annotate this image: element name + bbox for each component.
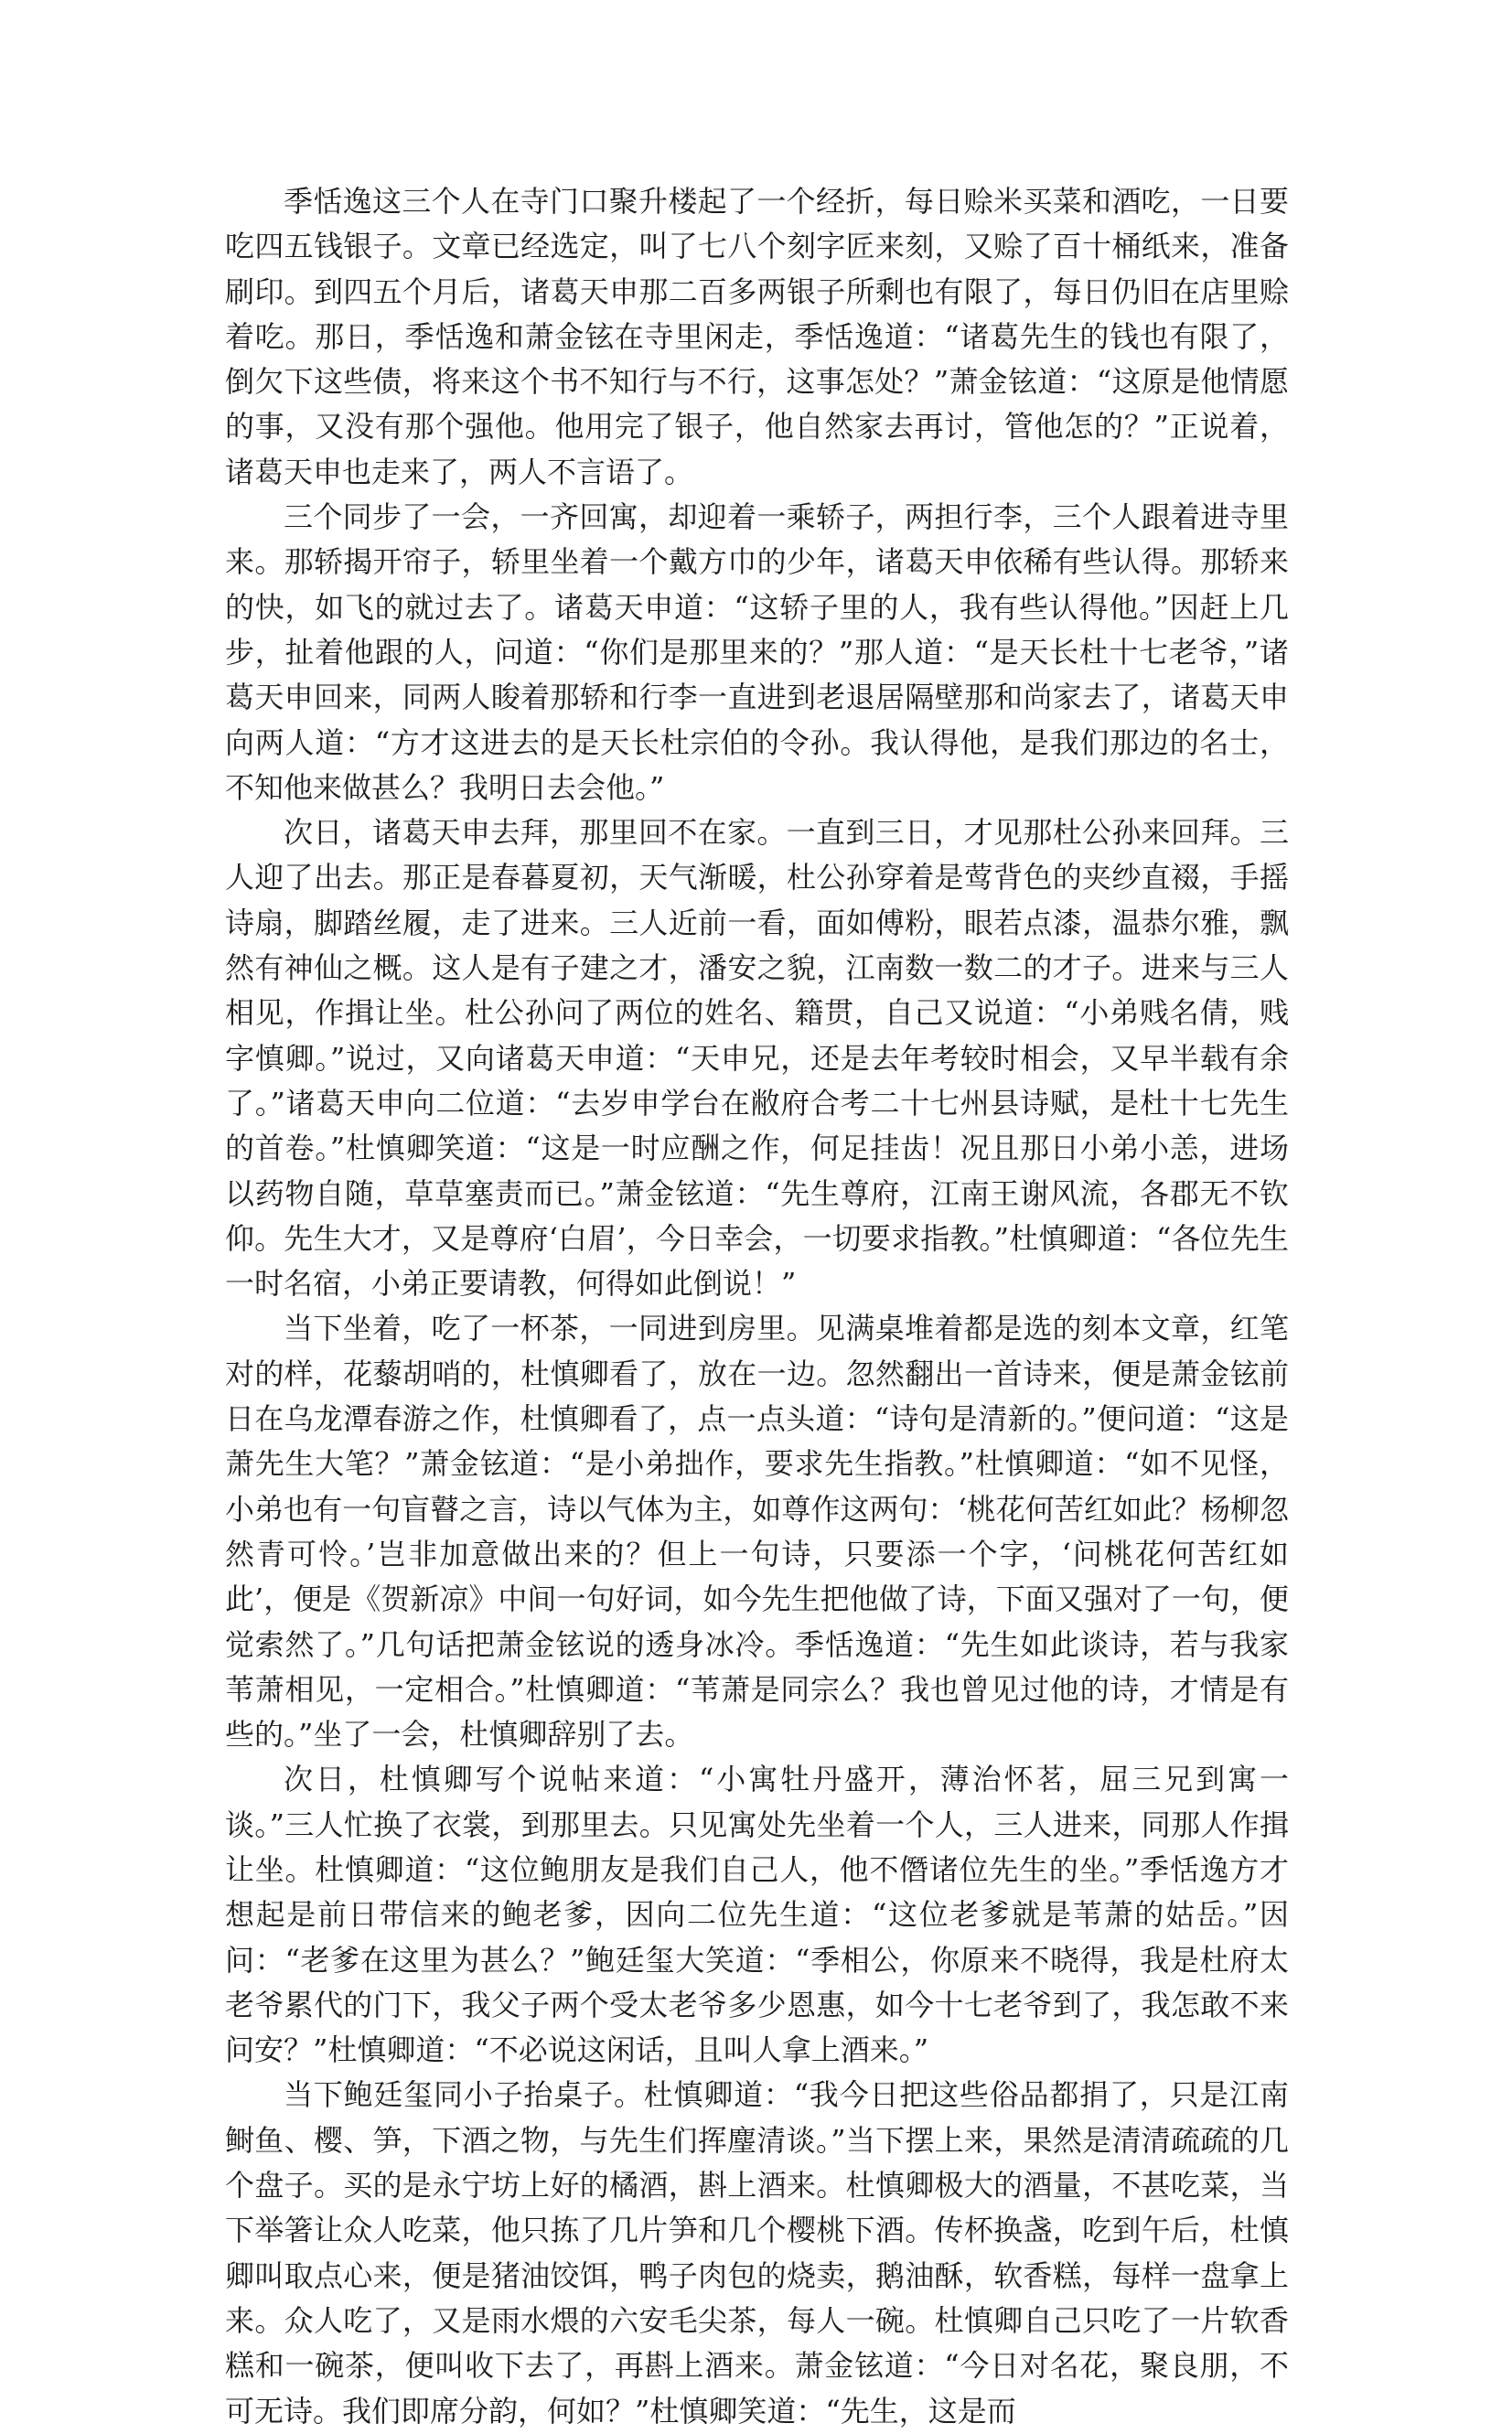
document-page — [225, 179, 1289, 2434]
paragraph: 当下坐着，吃了一杯茶，一同进到房里。见满桌堆着都是选的刻本文章，红笔对的样，花藜胡哨的，杜慎卿看了，放在一边。忽然翻出一首诗来，便是萧金铉前日在乌龙潭春游之作，杜慎卿看了，点一点头道：“诗句是清新的。”便问道：“这是萧先生大笔？”萧金铉道：“是小弟拙作，要求先生指教。”杜慎卿道：“如不见怪，小弟也有一句盲瞽之言，诗以气体为主，如尊作这两句：‘桃花何苦红如此？杨柳忽然青可怜。’岂非加意做出来的？但上一句诗，只要添一个字，‘问桃花何苦红如此’，便是《贺新凉》中间一句好词，如今先生把他做了诗，下面又强对了一句，便觉索然了。”几句话把萧金铉说的透身冰冷。季恬逸道：“先生如此谈诗，若与我家苇萧相见，一定相合。”杜慎卿道：“苇萧是同宗么？我也曾见过他的诗，才情是有些的。”坐了一会，杜慎卿辞别了去。 — [225, 1311, 1289, 1753]
paragraph: 三个同步了一会，一齐回寓，却迎着一乘轿子，两担行李，三个人跟着进寺里来。那轿揭开帘子，轿里坐着一个戴方巾的少年，诸葛天申依稀有些认得。那轿来的快，如飞的就过去了。诸葛天申道：“这轿子里的人，我有些认得他。”因赶上几步，扯着他跟的人，问道：“你们是那里来的？”那人道：“是天长杜十七老爷，”诸葛天申回来，同两人睃着那轿和行李一直进到老退居隔壁那和尚家去了，诸葛天申向两人道：“方才这进去的是天长杜宗伯的令孙。我认得他，是我们那边的名士，不知他来做甚么？我明日去会他。” — [225, 499, 1289, 805]
paragraph: 季恬逸这三个人在寺门口聚升楼起了一个经折，每日赊米买菜和酒吃，一日要吃四五钱银子。文章已经选定，叫了七八个刻字匠来刻，又赊了百十桶纸来，准备刷印。到四五个月后，诸葛天申那二百多两银子所剩也有限了，每日仍旧在店里赊着吃。那日，季恬逸和萧金铉在寺里闲走，季恬逸道：“诸葛先生的钱也有限了，倒欠下这些债，将来这个书不知行与不行，这事怎处？”萧金铉道：“这原是他情愿的事，又没有那个强他。他用完了银子，他自然家去再讨，管他怎的？”正说着，诸葛天申也走来了，两人不言语了。 — [225, 184, 1289, 489]
paragraph: 次日，杜慎卿写个说帖来道：“小寓牡丹盛开，薄治怀茗，屈三兄到寓一谈。”三人忙换了衣裳，到那里去。只见寓处先坐着一个人，三人进来，同那人作揖让坐。杜慎卿道：“这位鲍朋友是我们自己人，他不僭诸位先生的坐。”季恬逸方才想起是前日带信来的鲍老爹，因向二位先生道：“这位老爹就是苇萧的姑岳。”因问：“老爹在这里为甚么？”鲍廷玺大笑道：“季相公，你原来不晓得，我是杜府太老爷累代的门下，我父子两个受太老爷多少恩惠，如今十七老爷到了，我怎敢不来问安？”杜慎卿道：“不必说这闲话，且叫人拿上酒来。” — [225, 1762, 1289, 2068]
paragraph: 次日，诸葛天申去拜，那里回不在家。一直到三日，才见那杜公孙来回拜。三人迎了出去。那正是春暮夏初，天气渐暖，杜公孙穿着是莺背色的夹纱直裰，手摇诗扇，脚踏丝履，走了进来。三人近前一看，面如傅粉，眼若点漆，温恭尔雅，飘然有神仙之概。这人是有子建之才，潘安之貌，江南数一数二的才子。进来与三人相见，作揖让坐。杜公孙问了两位的姓名、籍贯，自己又说道：“小弟贱名倩，贱字慎卿。”说过，又向诸葛天申道：“天申兄，还是去年考较时相会，又早半载有余了。”诸葛天申向二位道：“去岁申学台在敝府合考二十七州县诗赋，是杜十七先生的首卷。”杜慎卿笑道：“这是一时应酬之作，何足挂齿！况且那日小弟小恙，进场以药物自随，草草塞责而已。”萧金铉道：“先生尊府，江南王谢风流，各郡无不钦仰。先生大才，又是尊府‘白眉’，今日幸会，一切要求指教。”杜慎卿道：“各位先生一时名宿，小弟正要请教，何得如此倒说！” — [225, 815, 1289, 1302]
paragraph: 当下鲍廷玺同小子抬桌子。杜慎卿道：“我今日把这些俗品都捐了，只是江南鲥鱼、樱、笋，下酒之物，与先生们挥麈清谈。”当下摆上来，果然是清清疏疏的几个盘子。买的是永宁坊上好的橘酒，斟上酒来。杜慎卿极大的酒量，不甚吃菜，当下举箸让众人吃菜，他只拣了几片笋和几个樱桃下酒。传杯换盏，吃到午后，杜慎卿叫取点心来，便是猪油饺饵，鸭子肉包的烧卖，鹅油酥，软香糕，每样一盘拿上来。众人吃了，又是雨水煨的六安毛尖茶，每人一碗。杜慎卿自己只吃了一片软香糕和一碗茶，便叫收下去了，再斟上酒来。萧金铉道：“今日对名花，聚良朋，不可无诗。我们即席分韵，何如？”杜慎卿笑道：“先生，这是而 — [225, 2077, 1289, 2429]
